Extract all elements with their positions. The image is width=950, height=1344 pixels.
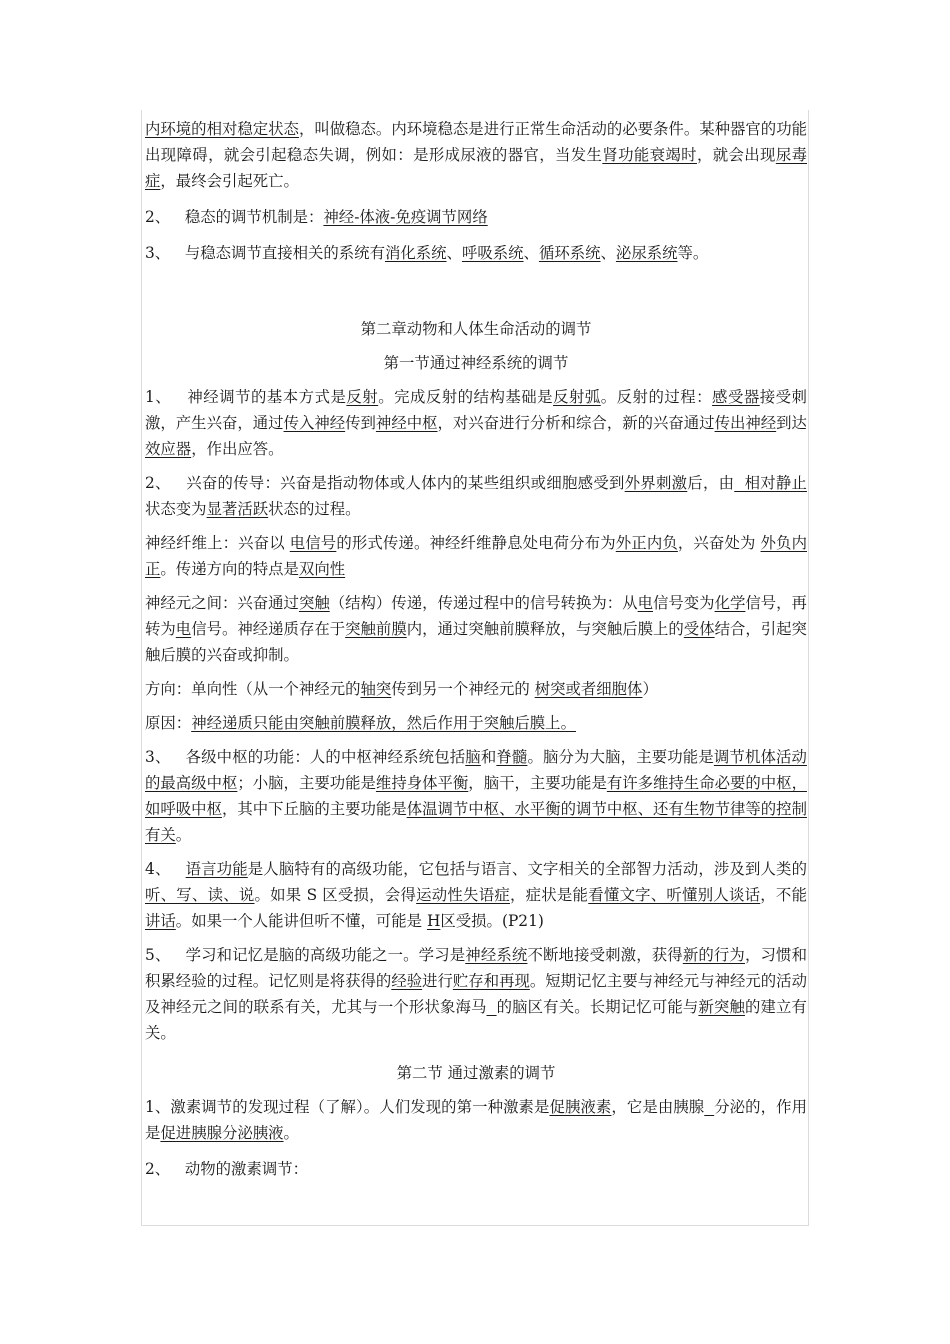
section-2-title: 第二节 通过激素的调节: [396, 1064, 556, 1082]
paragraph-reason: 原因：神经递质只能由突触前膜释放，然后作用于突触后膜上。: [145, 714, 576, 732]
document-body: [145, 116, 807, 1182]
item-2: 2、 稳态的调节机制是：神经-体液-免疫调节网络: [145, 208, 488, 226]
chapter-title: 第二章动物和人体生命活动的调节: [360, 320, 592, 338]
paragraph-3: 3、 各级中枢的功能：人的中枢神经系统包括脑和脊髓。脑分为大脑，主要功能是调节机体活动的最高级中枢；小脑，主要功能是维持身体平衡，脑干，主要功能是有许多维持生命必要的中枢，如呼吸中枢，其中下丘脑的主要功能是体温调节中枢、水平衡的调节中枢、还有生物节律等的控制有关。: [145, 748, 807, 844]
section-1-title: 第一节通过神经系统的调节: [383, 354, 569, 372]
paragraph-1: 1、 神经调节的基本方式是反射。完成反射的结构基础是反射弧。反射的过程：感受器接受刺激，产生兴奋，通过传入神经传到神经中枢，对兴奋进行分析和综合，新的兴奋通过传出神经到达效应器，作出应答。: [145, 388, 807, 458]
paragraph-4: 4、 语言功能是人脑特有的高级功能，它包括与语言、文字相关的全部智力活动，涉及到人类的听、写、读、说。如果 S 区受损，会得运动性失语症，症状是能看懂文字、听懂别人谈话，不能讲话。如果一个人能讲但听不懂，可能是 H区受损。(P21): [145, 860, 807, 930]
paragraph-between-neurons: 神经元之间：兴奋通过突触（结构）传递，传递过程中的信号转换为：从电信号变为化学信号，再转为电信号。神经递质存在于突触前膜内，通过突触前膜释放，与突触后膜上的受体结合，引起突触后膜的兴奋或抑制。: [145, 594, 807, 664]
item-3: 3、 与稳态调节直接相关的系统有消化系统、呼吸系统、循环系统、泌尿系统等。: [145, 244, 709, 262]
paragraph-hormone-1: 1、激素调节的发现过程（了解）。人们发现的第一种激素是促胰液素，它是由胰腺 分泌的，作用是促进胰腺分泌胰液。: [145, 1098, 807, 1142]
paragraph-2: 2、 兴奋的传导：兴奋是指动物体或人体内的某些组织或细胞感受到外界刺激后，由 相对静止状态变为显著活跃状态的过程。: [145, 474, 807, 518]
paragraph-nerve-fiber: 神经纤维上：兴奋以 电信号的形式传递。神经纤维静息处电荷分布为外正内负，兴奋处为 外负内正。传递方向的特点是双向性: [145, 534, 807, 578]
paragraph-5: 5、 学习和记忆是脑的高级功能之一。学习是神经系统不断地接受刺激，获得新的行为，习惯和积累经验的过程。记忆则是将获得的经验进行贮存和再现。短期记忆主要与神经元与神经元的活动及神经元之间的联系有关，尤其与一个形状象海马 的脑区有关。长期记忆可能与新突触的建立有关。: [145, 946, 807, 1042]
paragraph-hormone-2: 2、 动物的激素调节：: [145, 1160, 309, 1178]
paragraph-direction: 方向：单向性（从一个神经元的轴突传到另一个神经元的 树突或者细胞体）: [145, 680, 658, 698]
intro-paragraph: 内环境的相对稳定状态，叫做稳态。内环境稳态是进行正常生命活动的必要条件。某种器官的功能出现障碍，就会引起稳态失调，例如：是形成尿液的器官，当发生肾功能衰竭时，就会出现尿毒症，最终会引起死亡。: [145, 120, 807, 190]
